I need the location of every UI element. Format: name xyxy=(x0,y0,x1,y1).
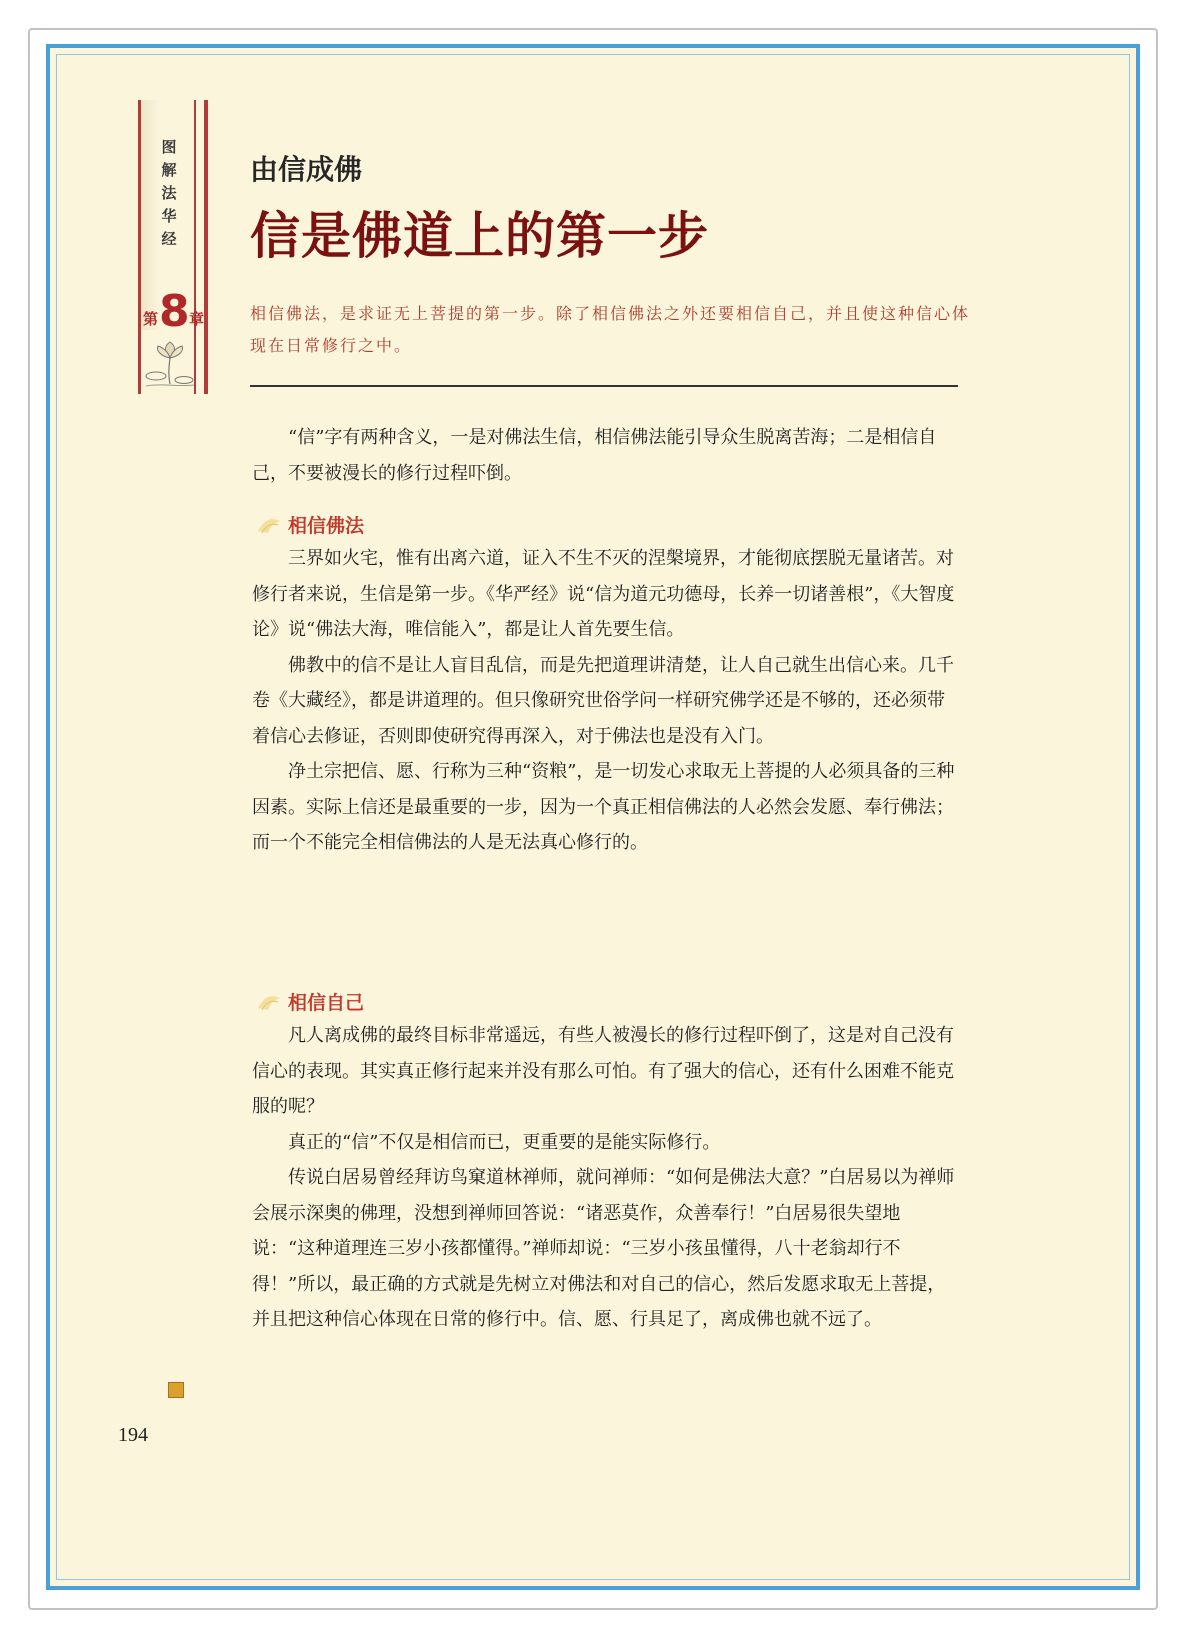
title-divider xyxy=(250,385,958,387)
flower-icon xyxy=(256,992,282,1012)
section-body-believe-self: 凡人离成佛的最终目标非常遥远，有些人被漫长的修行过程吓倒了，这是对自己没有信心的表现。其实真正修行起来并没有那么可怕。有了强大的信心，还有什么困难不能克服的呢？ 真正的“信”不仅是相信而已，更重要的是能实际修行。 传说白居易曾经拜访鸟窠道林禅师，就问禅师：“如何是佛法大意？”白居易以为禅师会展示深奥的佛理，没想到禅师回答说：“诸恶莫作，众善奉行！”白居易很失望地说：“这种道理连三岁小孩都懂得。”禅师却说：“三岁小孩虽懂得，八十老翁却行不得！”所以，最正确的方式就是先树立对佛法和对自己的信心，然后发愿求取无上菩提，并且把这种信心体现在日常的修行中。信、愿、行具足了，离成佛也就不远了。 xyxy=(252,1025,955,1330)
chapter-side-tab xyxy=(138,100,208,394)
section-heading-believe-dharma: 相信佛法 xyxy=(256,511,364,538)
section-kicker: 由信成佛 xyxy=(250,153,363,186)
seal-ornament-icon xyxy=(168,1382,184,1398)
chapter-number: 第 8 章 xyxy=(143,286,205,337)
flower-icon xyxy=(256,515,282,535)
section-body-believe-dharma: 三界如火宅，惟有出离六道，证入不生不灭的涅槃境界，才能彻底摆脱无量诸苦。对修行者来说，生信是第一步。《华严经》说“信为道元功德母，长养一切诸善根”，《大智度论》说“佛法大海，唯信能入”，都是让人首先要生信。 佛教中的信不是让人盲目乱信，而是先把道理讲清楚，让人自己就生出信心来。几千卷《大藏经》，都是讲道理的。但只像研究世俗学问一样研究佛学还是不够的，还必须带着信心去修证，否则即使研究得再深入，对于佛法也是没有入门。 净土宗把信、愿、行称为三种“资粮”，是一切发心求取无上菩提的人必须具备的三种因素。实际上信还是最重要的一步，因为一个真正相信佛法的人必然会发愿、奉行佛法；而一个不能完全相信佛法的人是无法真心修行的。 xyxy=(252,548,955,853)
lotus-icon xyxy=(142,340,198,390)
section-heading-believe-self: 相信自己 xyxy=(256,988,364,1015)
page-title: 信是佛道上的第一步 xyxy=(250,207,709,265)
opening-paragraph: “信”字有两种含义，一是对佛法生信，相信佛法能引导众生脱离苦海；二是相信自己，不要被漫长的修行过程吓倒。 xyxy=(252,427,937,484)
series-title: 图 解 法 华 经 xyxy=(161,138,177,248)
intro-summary: 相信佛法，是求证无上菩提的第一步。除了相信佛法之外还要相信自己，并且使这种信心体现在日常修行之中。 xyxy=(250,304,971,355)
page-number: 194 xyxy=(118,1424,148,1446)
